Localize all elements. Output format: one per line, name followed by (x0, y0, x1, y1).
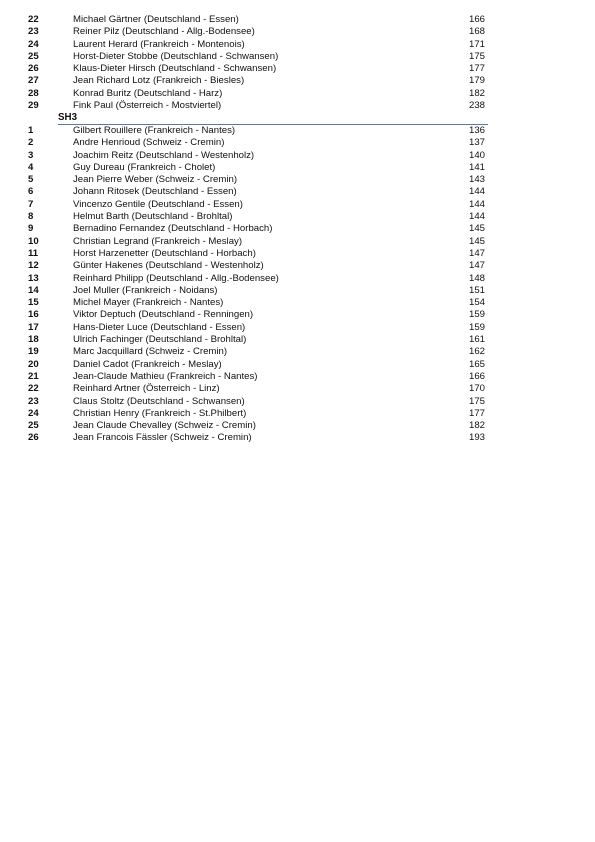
rank-number: 17 (28, 321, 39, 333)
result-row (0, 223, 595, 235)
competitor-name: Horst-Dieter Stobbe (Deutschland - Schwansen) (73, 50, 279, 62)
score-value: 141 (468, 161, 485, 173)
score-value: 168 (468, 26, 485, 38)
competitor-name: Helmut Barth (Deutschland - Brohltal) (73, 211, 233, 223)
score-value: 145 (468, 235, 485, 247)
rank-number: 9 (28, 223, 34, 235)
rank-number: 15 (28, 297, 39, 309)
competitor-name: Jean Richard Lotz (Frankreich - Biesles) (73, 75, 245, 87)
result-row (0, 309, 595, 321)
rank-number: 22 (28, 383, 39, 395)
rank-number: 18 (28, 334, 39, 346)
rank-number: 19 (28, 346, 39, 358)
competitor-name: Bernadino Fernandez (Deutschland - Horbach) (73, 223, 273, 235)
rank-number: 24 (28, 38, 39, 50)
rank-number: 14 (28, 284, 39, 296)
score-value: 238 (468, 100, 485, 112)
rank-number: 21 (28, 370, 39, 382)
score-value: 144 (468, 186, 485, 198)
competitor-name: Joel Muller (Frankreich - Noidans) (73, 284, 218, 296)
result-row (0, 346, 595, 358)
rank-number: 25 (28, 420, 39, 432)
result-row (0, 75, 595, 87)
result-row (0, 273, 595, 285)
rank-number: 27 (28, 75, 39, 87)
section-title: SH3 (58, 112, 78, 123)
rank-number: 26 (28, 432, 39, 444)
competitor-name: Jean Pierre Weber (Schweiz - Cremin) (73, 174, 238, 186)
competitor-name: Christian Henry (Frankreich - St.Philbert) (73, 407, 247, 419)
result-row (0, 174, 595, 186)
competitor-name: Claus Stoltz (Deutschland - Schwansen) (73, 395, 245, 407)
competitor-name: Reinhard Artner (Österreich - Linz) (73, 383, 220, 395)
rank-number: 1 (28, 125, 34, 136)
score-value: 140 (468, 149, 485, 161)
competitor-name: Andre Henrioud (Schweiz - Cremin) (73, 137, 225, 149)
result-row (0, 408, 595, 420)
score-value: 137 (468, 137, 485, 149)
score-value: 182 (468, 87, 485, 99)
competitor-name: Horst Harzenetter (Deutschland - Horbach) (73, 247, 256, 259)
competitor-name: Guy Dureau (Frankreich - Cholet) (73, 161, 216, 173)
score-value: 166 (468, 370, 485, 382)
result-row (0, 100, 595, 112)
score-value: 177 (468, 407, 485, 419)
rank-number: 3 (28, 149, 34, 161)
score-value: 159 (468, 321, 485, 333)
competitor-name: Konrad Buritz (Deutschland - Harz) (73, 87, 223, 99)
competitor-name: Hans-Dieter Luce (Deutschland - Essen) (73, 321, 246, 333)
rank-number: 16 (28, 309, 39, 321)
rank-number: 11 (28, 247, 39, 259)
competitor-name: Michel Mayer (Frankreich - Nantes) (73, 297, 224, 309)
score-value: 170 (468, 383, 485, 395)
result-row (0, 432, 595, 444)
rank-number: 28 (28, 87, 39, 99)
rank-number: 5 (28, 174, 34, 186)
score-value: 177 (468, 63, 485, 75)
competitor-name: Jean Francois Fässler (Schweiz - Cremin) (73, 432, 252, 444)
competitor-name: Jean-Claude Mathieu (Frankreich - Nantes) (73, 370, 258, 382)
result-row (0, 14, 595, 26)
score-value: 145 (468, 223, 485, 235)
competitor-name: Johann Ritosek (Deutschland - Essen) (73, 186, 237, 198)
result-row (0, 63, 595, 75)
result-row (0, 125, 595, 137)
competitor-name: Reinhard Philipp (Deutschland - Allg.-Bodensee) (73, 272, 279, 284)
rank-number: 24 (28, 407, 39, 419)
competitor-name: Michael Gärtner (Deutschland - Essen) (73, 14, 239, 25)
rank-number: 23 (28, 395, 39, 407)
competitor-name: Klaus-Dieter Hirsch (Deutschland - Schwansen) (73, 63, 277, 75)
result-row (0, 420, 595, 432)
section-header (0, 113, 595, 125)
score-value: 182 (468, 420, 485, 432)
result-row (0, 260, 595, 272)
result-rows (0, 125, 595, 445)
result-row (0, 211, 595, 223)
score-value: 147 (468, 260, 485, 272)
competitor-name: Fink Paul (Österreich - Mostviertel) (73, 100, 222, 112)
rank-number: 23 (28, 26, 39, 38)
rank-number: 20 (28, 358, 39, 370)
result-row (0, 297, 595, 309)
score-value: 175 (468, 395, 485, 407)
score-value: 166 (468, 14, 485, 25)
competitor-name: Gilbert Rouillere (Frankreich - Nantes) (73, 125, 236, 136)
score-value: 193 (468, 432, 485, 444)
score-value: 147 (468, 247, 485, 259)
result-row (0, 322, 595, 334)
result-row (0, 285, 595, 297)
result-row (0, 199, 595, 211)
result-row (0, 88, 595, 100)
competitor-name: Christian Legrand (Frankreich - Meslay) (73, 235, 243, 247)
score-value: 154 (468, 297, 485, 309)
score-value: 144 (468, 211, 485, 223)
rank-number: 4 (28, 161, 34, 173)
result-row (0, 371, 595, 383)
result-row (0, 150, 595, 162)
result-row (0, 334, 595, 346)
rank-number: 22 (28, 14, 39, 25)
competitor-name: Günter Hakenes (Deutschland - Westenholz) (73, 260, 264, 272)
results-list-previous-class (0, 14, 595, 112)
score-value: 143 (468, 174, 485, 186)
result-row (0, 186, 595, 198)
result-row (0, 383, 595, 395)
competitor-name: Joachim Reitz (Deutschland - Westenholz) (73, 149, 255, 161)
rank-number: 6 (28, 186, 34, 198)
rank-number: 25 (28, 50, 39, 62)
score-value: 148 (468, 272, 485, 284)
competitor-name: Reiner Pilz (Deutschland - Allg.-Bodensee) (73, 26, 255, 38)
score-value: 144 (468, 198, 485, 210)
rank-number: 13 (28, 272, 39, 284)
competitor-name: Viktor Deptuch (Deutschland - Renningen) (73, 309, 254, 321)
score-value: 179 (468, 75, 485, 87)
competitor-name: Vincenzo Gentile (Deutschland - Essen) (73, 198, 243, 210)
result-row (0, 51, 595, 63)
result-row (0, 137, 595, 149)
competitor-name: Laurent Herard (Frankreich - Montenois) (73, 38, 245, 50)
score-value: 161 (468, 334, 485, 346)
rank-number: 2 (28, 137, 34, 149)
rank-number: 12 (28, 260, 39, 272)
competitor-name: Daniel Cadot (Frankreich - Meslay) (73, 358, 222, 370)
competitor-name: Marc Jacquillard (Schweiz - Cremin) (73, 346, 228, 358)
result-row (0, 26, 595, 38)
score-value: 171 (468, 38, 485, 50)
competitor-name: Jean Claude Chevalley (Schweiz - Cremin) (73, 420, 256, 432)
result-row (0, 39, 595, 51)
score-value: 136 (468, 125, 485, 136)
score-value: 162 (468, 346, 485, 358)
result-row (0, 236, 595, 248)
result-row (0, 248, 595, 260)
score-value: 165 (468, 358, 485, 370)
score-value: 151 (468, 284, 485, 296)
rank-number: 29 (28, 100, 39, 112)
result-row (0, 162, 595, 174)
result-rows (0, 14, 595, 112)
rank-number: 7 (28, 198, 34, 210)
score-value: 175 (468, 50, 485, 62)
competitor-name: Ulrich Fachinger (Deutschland - Brohltal) (73, 334, 247, 346)
result-row (0, 396, 595, 408)
rank-number: 26 (28, 63, 39, 75)
score-value: 159 (468, 309, 485, 321)
result-row (0, 359, 595, 371)
rank-number: 8 (28, 211, 34, 223)
rank-number: 10 (28, 235, 39, 247)
results-list-sh3 (0, 113, 595, 445)
